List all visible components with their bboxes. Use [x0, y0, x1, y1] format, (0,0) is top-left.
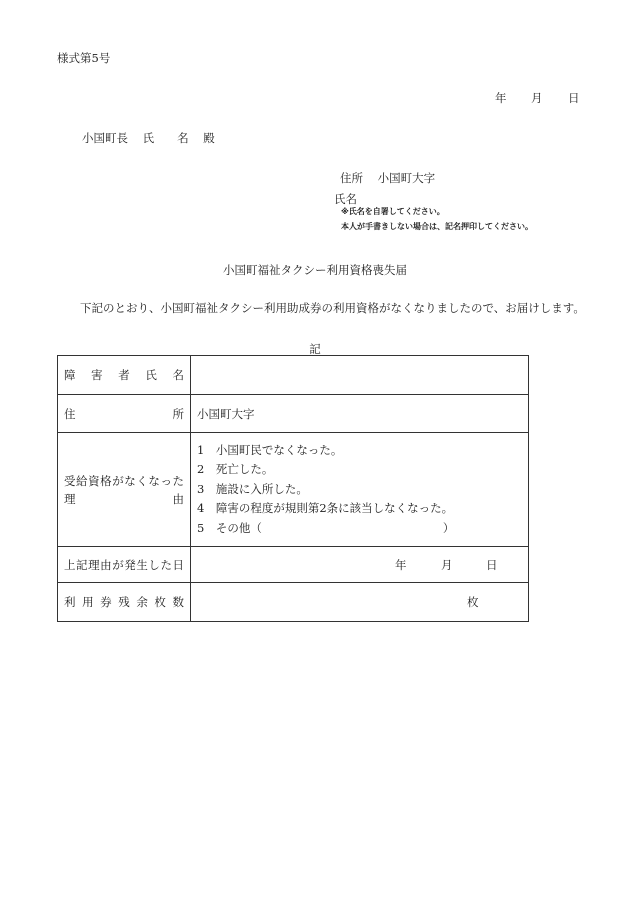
addressee-name-label: 氏 名	[142, 131, 189, 145]
reason-option-4[interactable]: 4 障害の程度が規則第2条に該当しなくなった。	[197, 501, 454, 516]
document-title: 小国町福祉タクシー利用資格喪失届	[223, 263, 407, 277]
body-text: 下記のとおり、小国町福祉タクシー利用助成券の利用資格がなくなりましたので、お届けします。	[80, 301, 585, 315]
occurrence-day: 日	[486, 557, 498, 572]
row-remaining-tickets-label: 利 用 券 残 余 枚 数	[64, 595, 184, 609]
disabled-name-field[interactable]	[191, 356, 529, 395]
row-occurrence-date-label: 上記理由が発生した日	[64, 557, 184, 572]
row-remaining-tickets	[58, 583, 529, 622]
address-field[interactable]	[191, 395, 529, 433]
applicant-name-label: 氏名	[334, 192, 357, 206]
row-address	[58, 395, 529, 433]
form-table	[57, 355, 529, 622]
applicant-address-label: 住所	[340, 171, 363, 185]
applicant-address-value: 小国町大字	[377, 171, 436, 185]
row-address-label: 住 所	[64, 406, 184, 421]
signature-note: ※氏名を自署してください。	[341, 207, 445, 216]
row-occurrence-date	[58, 547, 529, 583]
occurrence-month: 月	[441, 557, 453, 572]
occurrence-date-field[interactable]	[191, 547, 529, 583]
occurrence-year: 年	[395, 557, 407, 572]
remaining-tickets-field[interactable]	[191, 583, 529, 622]
seal-note: 本人が手書きしない場合は、記名押印してください。	[341, 222, 533, 231]
reason-option-2[interactable]: 2 死亡した。	[197, 462, 274, 477]
reason-option-3[interactable]: 3 施設に入所した。	[197, 481, 308, 496]
form-number: 様式第5号	[57, 51, 111, 65]
addressee	[82, 130, 215, 146]
reasons-list	[191, 433, 529, 547]
row-reasons	[58, 433, 529, 547]
reason-option-1[interactable]: 1 小国町民でなくなった。	[197, 442, 343, 457]
date-day: 日	[568, 91, 580, 105]
reason-option-5[interactable]	[197, 519, 522, 539]
remaining-tickets-unit: 枚	[467, 595, 479, 609]
addressee-honorific: 殿	[203, 131, 215, 145]
row-disabled-name-label: 障 害 者 氏 名	[64, 368, 184, 382]
address-value: 小国町大字	[197, 406, 255, 421]
reason-other-close: ）	[442, 520, 455, 535]
reason-other-open: 5 その他（	[197, 520, 262, 535]
row-reasons-label-line1: 受給資格がなくなった	[64, 473, 184, 488]
header-date	[495, 90, 580, 106]
applicant-address	[340, 170, 435, 186]
date-month: 月	[531, 91, 543, 105]
ki-heading: 記	[309, 342, 321, 356]
row-disabled-name	[58, 356, 529, 395]
addressee-prefix: 小国町長	[82, 131, 128, 145]
row-reasons-label-line2: 理 由	[64, 491, 184, 506]
date-year: 年	[495, 91, 507, 105]
